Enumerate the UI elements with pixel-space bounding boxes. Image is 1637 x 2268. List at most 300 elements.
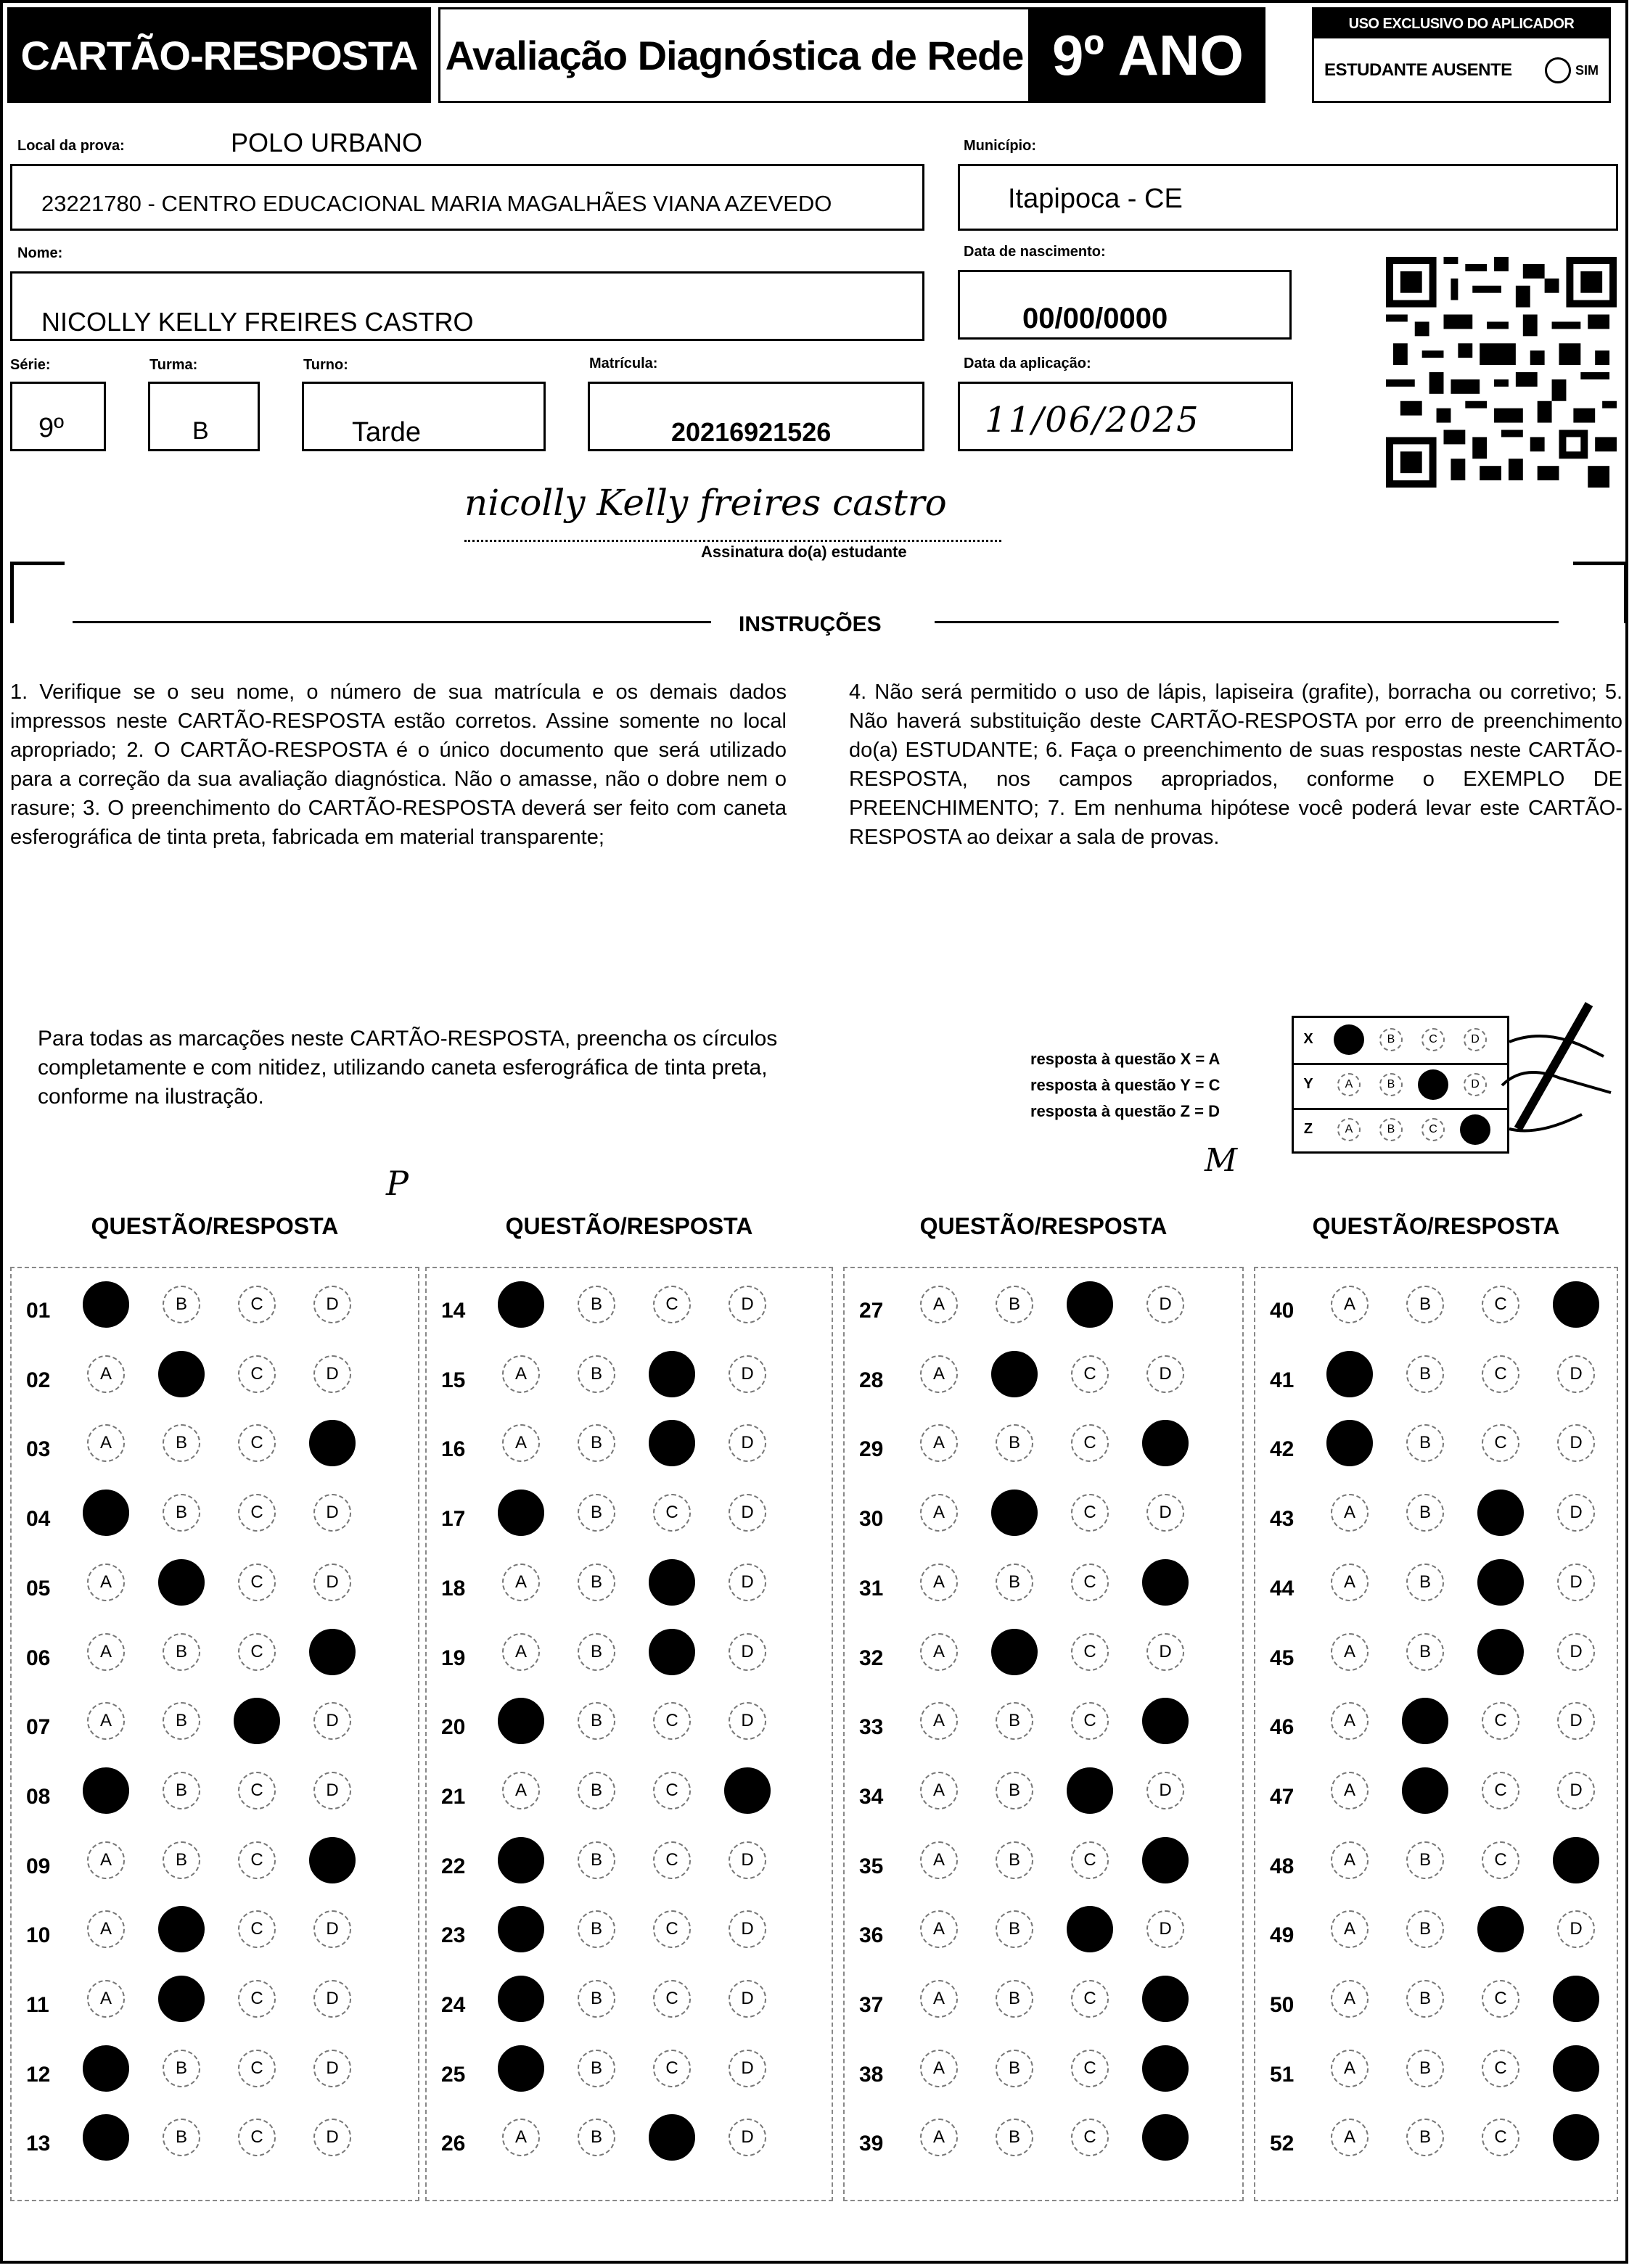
answer-bubble-44-d[interactable]: D — [1557, 1564, 1595, 1601]
answer-row — [26, 1626, 406, 1696]
question-number: 49 — [1270, 1923, 1295, 1948]
answer-bubble-04-d[interactable]: D — [313, 1494, 351, 1532]
answer-bubble-47-d[interactable]: D — [1557, 1772, 1595, 1809]
answer-bubble-01-b[interactable]: B — [163, 1286, 200, 1323]
question-number: 47 — [1270, 1784, 1295, 1809]
question-number: 22 — [441, 1854, 466, 1878]
nascimento-label: Data de nascimento: — [964, 244, 1106, 260]
answer-bubble-49-d[interactable]: D — [1557, 1910, 1595, 1948]
answer-bubble-17-a[interactable] — [498, 1490, 544, 1536]
answer-bubble-13-d[interactable]: D — [313, 2119, 351, 2156]
question-number: 09 — [26, 1854, 51, 1878]
answer-bubble-08-d[interactable]: D — [313, 1772, 351, 1809]
answer-bubble-29-a[interactable]: A — [920, 1424, 958, 1462]
answer-bubble-25-c[interactable]: C — [653, 2050, 691, 2087]
answer-bubble-05-c[interactable]: C — [238, 1564, 276, 1601]
answer-bubble-27-b[interactable]: B — [996, 1286, 1033, 1323]
example-captions — [1030, 1046, 1220, 1125]
answer-bubble-45-c[interactable] — [1477, 1629, 1524, 1675]
answer-bubble-04-a[interactable] — [83, 1490, 129, 1536]
question-number: 45 — [1270, 1645, 1295, 1670]
answer-row — [1270, 1348, 1605, 1418]
answer-row — [441, 1417, 820, 1487]
answer-bubble-50-d[interactable] — [1553, 1976, 1599, 2022]
answer-bubble-26-b[interactable]: B — [578, 2119, 615, 2156]
answer-row — [26, 1556, 406, 1626]
answer-bubble-47-b[interactable] — [1402, 1767, 1448, 1814]
answer-bubble-07-d[interactable]: D — [313, 1702, 351, 1740]
answer-bubble-05-a[interactable]: A — [87, 1564, 125, 1601]
answer-bubble-10-a[interactable]: A — [87, 1910, 125, 1948]
example-bubble-y-c — [1418, 1069, 1448, 1100]
answer-bubble-27-a[interactable]: A — [920, 1286, 958, 1323]
answer-bubble-26-a[interactable]: A — [502, 2119, 540, 2156]
answer-bubble-18-c[interactable] — [649, 1559, 695, 1606]
answer-bubble-11-b[interactable] — [158, 1976, 205, 2022]
answer-bubble-45-b[interactable]: B — [1406, 1633, 1444, 1671]
answer-bubble-07-a[interactable]: A — [87, 1702, 125, 1740]
question-number: 44 — [1270, 1576, 1295, 1601]
answer-bubble-01-c[interactable]: C — [238, 1286, 276, 1323]
answer-bubble-47-a[interactable]: A — [1331, 1772, 1369, 1809]
answer-row — [859, 1278, 1231, 1348]
answer-bubble-36-b[interactable]: B — [996, 1910, 1033, 1948]
answer-bubble-51-a[interactable]: A — [1331, 2050, 1369, 2087]
answer-bubble-04-c[interactable]: C — [238, 1494, 276, 1532]
answer-bubble-06-b[interactable]: B — [163, 1633, 200, 1671]
answer-bubble-27-d[interactable]: D — [1146, 1286, 1184, 1323]
answer-bubble-51-d[interactable] — [1553, 2045, 1599, 2092]
answer-row — [1270, 1903, 1605, 1973]
answer-row — [441, 1348, 820, 1418]
answer-bubble-33-a[interactable]: A — [920, 1702, 958, 1740]
answer-bubble-24-b[interactable]: B — [578, 1980, 615, 2018]
answer-bubble-18-a[interactable]: A — [502, 1564, 540, 1601]
answer-bubble-03-c[interactable]: C — [238, 1424, 276, 1462]
answer-bubble-43-c[interactable] — [1477, 1490, 1524, 1536]
answer-bubble-16-a[interactable]: A — [502, 1424, 540, 1462]
answer-bubble-31-a[interactable]: A — [920, 1564, 958, 1601]
answer-bubble-48-a[interactable]: A — [1331, 1841, 1369, 1879]
answer-bubble-30-d[interactable]: D — [1146, 1494, 1184, 1532]
answer-bubble-33-c[interactable]: C — [1071, 1702, 1109, 1740]
question-number: 25 — [441, 2062, 466, 2087]
example-bubble-z-a: A — [1337, 1118, 1361, 1141]
answer-bubble-20-b[interactable]: B — [578, 1702, 615, 1740]
example-bubble-y-b: B — [1379, 1073, 1403, 1096]
answer-bubble-39-d[interactable] — [1142, 2114, 1189, 2161]
absent-sim-label: SIM — [1575, 63, 1599, 78]
answer-bubble-37-a[interactable]: A — [920, 1980, 958, 2018]
answer-bubble-44-c[interactable] — [1477, 1559, 1524, 1606]
example-row-divider — [1294, 1063, 1507, 1065]
answer-bubble-42-c[interactable]: C — [1482, 1424, 1519, 1462]
question-number: 41 — [1270, 1368, 1295, 1392]
answer-bubble-41-d[interactable]: D — [1557, 1355, 1595, 1393]
question-number: 07 — [26, 1715, 51, 1740]
answer-row — [26, 1973, 406, 2042]
question-number: 28 — [859, 1368, 884, 1392]
answer-bubble-23-a[interactable] — [498, 1906, 544, 1952]
answer-bubble-17-c[interactable]: C — [653, 1494, 691, 1532]
answer-bubble-22-d[interactable]: D — [729, 1841, 766, 1879]
answer-bubble-51-c[interactable]: C — [1482, 2050, 1519, 2087]
answer-bubble-25-b[interactable]: B — [578, 2050, 615, 2087]
answer-bubble-50-b[interactable]: B — [1406, 1980, 1444, 2018]
answer-bubble-15-d[interactable]: D — [729, 1355, 766, 1393]
instructions-rule-right — [935, 621, 1559, 623]
answer-bubble-28-a[interactable]: A — [920, 1355, 958, 1393]
answer-row — [1270, 1417, 1605, 1487]
column-title: QUESTÃO/RESPOSTA — [1312, 1213, 1560, 1239]
example-bubble-z-b: B — [1379, 1118, 1403, 1141]
card-title: CARTÃO-RESPOSTA — [7, 7, 431, 103]
answer-bubble-02-a[interactable]: A — [87, 1355, 125, 1393]
answer-bubble-48-b[interactable]: B — [1406, 1841, 1444, 1879]
answer-bubble-21-c[interactable]: C — [653, 1772, 691, 1809]
answer-bubble-11-a[interactable]: A — [87, 1980, 125, 2018]
answer-row — [859, 1973, 1231, 2042]
turno-value: Tarde — [352, 417, 422, 448]
answer-bubble-35-b[interactable]: B — [996, 1841, 1033, 1879]
answer-bubble-43-a[interactable]: A — [1331, 1494, 1369, 1532]
answer-bubble-09-a[interactable]: A — [87, 1841, 125, 1879]
answer-bubble-21-d[interactable] — [724, 1767, 771, 1814]
answer-bubble-32-c[interactable]: C — [1071, 1633, 1109, 1671]
answer-row — [1270, 1487, 1605, 1556]
example-row-label: X — [1303, 1031, 1313, 1047]
answer-bubble-49-c[interactable] — [1477, 1906, 1524, 1952]
school-value: 23221780 - CENTRO EDUCACIONAL MARIA MAGALHÃES VIANA AZEVEDO — [41, 191, 832, 216]
answer-bubble-03-a[interactable]: A — [87, 1424, 125, 1462]
answer-bubble-51-b[interactable]: B — [1406, 2050, 1444, 2087]
question-number: 35 — [859, 1854, 884, 1878]
answer-bubble-22-a[interactable] — [498, 1837, 544, 1883]
answer-bubble-44-a[interactable]: A — [1331, 1564, 1369, 1601]
answer-bubble-23-b[interactable]: B — [578, 1910, 615, 1948]
answer-bubble-46-a[interactable]: A — [1331, 1702, 1369, 1740]
absent-checkbox[interactable] — [1545, 57, 1571, 83]
answer-bubble-20-d[interactable]: D — [729, 1702, 766, 1740]
answer-bubble-08-b[interactable]: B — [163, 1772, 200, 1809]
signature-line — [464, 540, 1001, 542]
answer-bubble-50-a[interactable]: A — [1331, 1980, 1369, 2018]
answer-bubble-31-b[interactable]: B — [996, 1564, 1033, 1601]
answer-bubble-09-b[interactable]: B — [163, 1841, 200, 1879]
answer-row — [441, 1834, 820, 1904]
answer-bubble-25-d[interactable]: D — [729, 2050, 766, 2087]
answer-bubble-36-c[interactable] — [1067, 1906, 1113, 1952]
answer-bubble-35-a[interactable]: A — [920, 1841, 958, 1879]
answer-bubble-29-c[interactable]: C — [1071, 1424, 1109, 1462]
answer-bubble-42-b[interactable]: B — [1406, 1424, 1444, 1462]
question-number: 52 — [1270, 2132, 1295, 2156]
nome-value: NICOLLY KELLY FREIRES CASTRO — [41, 307, 474, 337]
answer-bubble-04-b[interactable]: B — [163, 1494, 200, 1532]
answer-row — [859, 2111, 1231, 2181]
answer-bubble-21-b[interactable]: B — [578, 1772, 615, 1809]
answer-bubble-48-d[interactable] — [1553, 1837, 1599, 1883]
question-number: 02 — [26, 1368, 51, 1392]
answer-bubble-02-c[interactable]: C — [238, 1355, 276, 1393]
question-number: 20 — [441, 1715, 466, 1740]
answer-bubble-45-d[interactable]: D — [1557, 1633, 1595, 1671]
answer-bubble-15-b[interactable]: B — [578, 1355, 615, 1393]
answer-bubble-38-d[interactable] — [1142, 2045, 1189, 2092]
example-bubble-y-a: A — [1337, 1073, 1361, 1096]
answer-bubble-15-a[interactable]: A — [502, 1355, 540, 1393]
example-caption-z: resposta à questão Z = D — [1030, 1102, 1220, 1120]
answer-bubble-17-d[interactable]: D — [729, 1494, 766, 1532]
answer-bubble-06-d[interactable] — [309, 1629, 356, 1675]
answer-bubble-43-d[interactable]: D — [1557, 1494, 1595, 1532]
answer-row — [26, 2111, 406, 2181]
answer-bubble-12-b[interactable]: B — [163, 2050, 200, 2087]
answer-bubble-02-b[interactable] — [158, 1351, 205, 1397]
answer-bubble-50-c[interactable]: C — [1482, 1980, 1519, 2018]
answer-bubble-16-b[interactable]: B — [578, 1424, 615, 1462]
answer-bubble-30-b[interactable] — [991, 1490, 1038, 1536]
answer-bubble-16-d[interactable]: D — [729, 1424, 766, 1462]
answer-bubble-06-c[interactable]: C — [238, 1633, 276, 1671]
answer-bubble-23-d[interactable]: D — [729, 1910, 766, 1948]
answer-bubble-45-a[interactable]: A — [1331, 1633, 1369, 1671]
instructions-title: INSTRUÇÕES — [739, 612, 882, 636]
example-bubble-x-c: C — [1421, 1028, 1445, 1051]
answer-bubble-44-b[interactable]: B — [1406, 1564, 1444, 1601]
answer-bubble-41-c[interactable]: C — [1482, 1355, 1519, 1393]
answer-bubble-32-d[interactable]: D — [1146, 1633, 1184, 1671]
answer-bubble-25-a[interactable] — [498, 2045, 544, 2092]
question-number: 04 — [26, 1507, 51, 1532]
matricula-field — [588, 382, 924, 451]
signature-label: Assinatura do(a) estudante — [701, 543, 907, 561]
answer-bubble-46-c[interactable]: C — [1482, 1702, 1519, 1740]
answer-bubble-19-c[interactable] — [649, 1629, 695, 1675]
answer-bubble-41-a[interactable] — [1326, 1351, 1373, 1397]
question-number: 14 — [441, 1299, 466, 1323]
answer-bubble-16-c[interactable] — [649, 1420, 695, 1466]
answer-bubble-09-c[interactable]: C — [238, 1841, 276, 1879]
answer-bubble-18-b[interactable]: B — [578, 1564, 615, 1601]
answer-row — [1270, 2042, 1605, 2112]
answer-bubble-02-d[interactable]: D — [313, 1355, 351, 1393]
answer-bubble-28-b[interactable] — [991, 1351, 1038, 1397]
answer-bubble-03-b[interactable]: B — [163, 1424, 200, 1462]
answer-bubble-12-c[interactable]: C — [238, 2050, 276, 2087]
answer-bubble-40-d[interactable] — [1553, 1281, 1599, 1328]
answer-bubble-08-a[interactable] — [83, 1767, 129, 1814]
answer-row — [1270, 1973, 1605, 2042]
answer-bubble-23-c[interactable]: C — [653, 1910, 691, 1948]
answer-bubble-35-c[interactable]: C — [1071, 1841, 1109, 1879]
answer-bubble-38-b[interactable]: B — [996, 2050, 1033, 2087]
answer-bubble-27-c[interactable] — [1067, 1281, 1113, 1328]
answer-bubble-24-c[interactable]: C — [653, 1980, 691, 2018]
answer-bubble-47-c[interactable]: C — [1482, 1772, 1519, 1809]
question-number: 03 — [26, 1437, 51, 1462]
answer-bubble-34-b[interactable]: B — [996, 1772, 1033, 1809]
municipio-value: Itapipoca - CE — [1008, 184, 1183, 214]
question-number: 23 — [441, 1923, 466, 1948]
answer-bubble-30-c[interactable]: C — [1071, 1494, 1109, 1532]
answer-row — [26, 1417, 406, 1487]
answer-bubble-14-d[interactable]: D — [729, 1286, 766, 1323]
answer-bubble-33-b[interactable]: B — [996, 1702, 1033, 1740]
answer-bubble-35-d[interactable] — [1142, 1837, 1189, 1883]
answer-row — [441, 1973, 820, 2042]
answer-bubble-01-d[interactable]: D — [313, 1286, 351, 1323]
answer-bubble-43-b[interactable]: B — [1406, 1494, 1444, 1532]
question-number: 34 — [859, 1784, 884, 1809]
answer-bubble-40-b[interactable]: B — [1406, 1286, 1444, 1323]
answer-bubble-40-c[interactable]: C — [1482, 1286, 1519, 1323]
answer-bubble-19-b[interactable]: B — [578, 1633, 615, 1671]
answer-bubble-37-d[interactable] — [1142, 1976, 1189, 2022]
answer-bubble-08-c[interactable]: C — [238, 1772, 276, 1809]
answer-bubble-11-c[interactable]: C — [238, 1980, 276, 2018]
answer-row — [859, 1348, 1231, 1418]
question-number: 31 — [859, 1576, 884, 1601]
answer-bubble-12-a[interactable] — [83, 2045, 129, 2092]
answer-bubble-39-a[interactable]: A — [920, 2119, 958, 2156]
question-number: 42 — [1270, 1437, 1295, 1462]
answer-bubble-39-b[interactable]: B — [996, 2119, 1033, 2156]
answer-bubble-29-d[interactable] — [1142, 1420, 1189, 1466]
nome-label: Nome: — [17, 245, 63, 261]
answer-bubble-49-a[interactable]: A — [1331, 1910, 1369, 1948]
qr-code-icon — [1386, 255, 1617, 489]
answer-bubble-24-a[interactable] — [498, 1976, 544, 2022]
answer-bubble-52-d[interactable] — [1553, 2114, 1599, 2161]
answer-bubble-32-a[interactable]: A — [920, 1633, 958, 1671]
answer-bubble-42-d[interactable]: D — [1557, 1424, 1595, 1462]
question-number: 13 — [26, 2132, 51, 2156]
answer-bubble-32-b[interactable] — [991, 1629, 1038, 1675]
answer-bubble-33-d[interactable] — [1142, 1698, 1189, 1744]
answer-bubble-52-a[interactable]: A — [1331, 2119, 1369, 2156]
answer-row — [1270, 1626, 1605, 1696]
local-value: POLO URBANO — [231, 128, 423, 157]
answer-bubble-37-b[interactable]: B — [996, 1980, 1033, 2018]
answer-bubble-36-a[interactable]: A — [920, 1910, 958, 1948]
answer-bubble-38-a[interactable]: A — [920, 2050, 958, 2087]
answer-bubble-15-c[interactable] — [649, 1351, 695, 1397]
answer-bubble-38-c[interactable]: C — [1071, 2050, 1109, 2087]
answer-bubble-31-d[interactable] — [1142, 1559, 1189, 1606]
example-table — [1292, 1016, 1509, 1154]
answer-bubble-06-a[interactable]: A — [87, 1633, 125, 1671]
question-number: 38 — [859, 2062, 884, 2087]
answer-row — [26, 2042, 406, 2112]
answer-bubble-20-c[interactable]: C — [653, 1702, 691, 1740]
answer-bubble-40-a[interactable]: A — [1331, 1286, 1369, 1323]
answer-bubble-13-a[interactable] — [83, 2114, 129, 2161]
answer-bubble-21-a[interactable]: A — [502, 1772, 540, 1809]
answer-bubble-26-c[interactable] — [649, 2114, 695, 2161]
question-number: 40 — [1270, 1299, 1295, 1323]
example-text: Para todas as marcações neste CARTÃO-RESPOSTA, preencha os círculos completamente e com nitidez, utilizando caneta esferográfica de tinta preta, conforme na ilustração. — [38, 1027, 778, 1109]
absent-label: ESTUDANTE AUSENTE — [1324, 60, 1512, 80]
answer-bubble-20-a[interactable] — [498, 1698, 544, 1744]
serie-field — [10, 382, 106, 451]
answer-bubble-42-a[interactable] — [1326, 1420, 1373, 1466]
answer-bubble-17-b[interactable]: B — [578, 1494, 615, 1532]
answer-bubble-07-c[interactable] — [234, 1698, 280, 1744]
answer-bubble-46-b[interactable] — [1402, 1698, 1448, 1744]
answer-bubble-52-b[interactable]: B — [1406, 2119, 1444, 2156]
answer-bubble-24-d[interactable]: D — [729, 1980, 766, 2018]
answer-bubble-03-d[interactable] — [309, 1420, 356, 1466]
answer-bubble-37-c[interactable]: C — [1071, 1980, 1109, 2018]
question-number: 50 — [1270, 1993, 1295, 2017]
answer-row — [1270, 1278, 1605, 1348]
answer-bubble-34-d[interactable]: D — [1146, 1772, 1184, 1809]
answer-bubble-12-d[interactable]: D — [313, 2050, 351, 2087]
answer-bubble-30-a[interactable]: A — [920, 1494, 958, 1532]
nascimento-field — [958, 270, 1292, 340]
answer-bubble-46-d[interactable]: D — [1557, 1702, 1595, 1740]
answer-bubble-10-c[interactable]: C — [238, 1910, 276, 1948]
answer-row — [26, 1903, 406, 1973]
answer-bubble-05-b[interactable] — [158, 1559, 205, 1606]
exam-title: Avaliação Diagnóstica de Rede — [438, 7, 1030, 103]
answer-bubble-10-d[interactable]: D — [313, 1910, 351, 1948]
answer-bubble-31-c[interactable]: C — [1071, 1564, 1109, 1601]
answer-bubble-26-d[interactable]: D — [729, 2119, 766, 2156]
answer-bubble-11-d[interactable]: D — [313, 1980, 351, 2018]
answer-bubble-18-d[interactable]: D — [729, 1564, 766, 1601]
answer-bubble-14-c[interactable]: C — [653, 1286, 691, 1323]
answer-bubble-09-d[interactable] — [309, 1837, 356, 1883]
answer-bubble-28-c[interactable]: C — [1071, 1355, 1109, 1393]
answer-bubble-22-c[interactable]: C — [653, 1841, 691, 1879]
pen-hand-icon — [1480, 998, 1618, 1151]
answer-bubble-14-a[interactable] — [498, 1281, 544, 1328]
column-title: QUESTÃO/RESPOSTA — [919, 1213, 1168, 1239]
answer-bubble-28-d[interactable]: D — [1146, 1355, 1184, 1393]
answer-bubble-34-c[interactable] — [1067, 1767, 1113, 1814]
answer-row — [441, 1626, 820, 1696]
question-number: 51 — [1270, 2062, 1295, 2087]
answer-bubble-10-b[interactable] — [158, 1906, 205, 1952]
answer-bubble-07-b[interactable]: B — [163, 1702, 200, 1740]
answer-bubble-29-b[interactable]: B — [996, 1424, 1033, 1462]
answer-bubble-52-c[interactable]: C — [1482, 2119, 1519, 2156]
answer-bubble-39-c[interactable]: C — [1071, 2119, 1109, 2156]
answer-bubble-01-a[interactable] — [83, 1281, 129, 1328]
answer-bubble-14-b[interactable]: B — [578, 1286, 615, 1323]
answer-bubble-34-a[interactable]: A — [920, 1772, 958, 1809]
question-number: 11 — [26, 1993, 49, 2017]
answer-row — [26, 1834, 406, 1904]
aplicacao-field — [958, 382, 1293, 451]
answer-bubble-13-c[interactable]: C — [238, 2119, 276, 2156]
answer-bubble-36-d[interactable]: D — [1146, 1910, 1184, 1948]
student-signature: nicolly Kelly freires castro — [464, 482, 947, 524]
question-number: 48 — [1270, 1854, 1295, 1878]
nome-field — [10, 271, 924, 341]
answer-bubble-13-b[interactable]: B — [163, 2119, 200, 2156]
answer-bubble-41-b[interactable]: B — [1406, 1355, 1444, 1393]
question-number: 43 — [1270, 1507, 1295, 1532]
answer-bubble-19-d[interactable]: D — [729, 1633, 766, 1671]
answer-bubble-22-b[interactable]: B — [578, 1841, 615, 1879]
answer-bubble-05-d[interactable]: D — [313, 1564, 351, 1601]
answer-bubble-48-c[interactable]: C — [1482, 1841, 1519, 1879]
answer-bubble-19-a[interactable]: A — [502, 1633, 540, 1671]
answer-bubble-49-b[interactable]: B — [1406, 1910, 1444, 1948]
